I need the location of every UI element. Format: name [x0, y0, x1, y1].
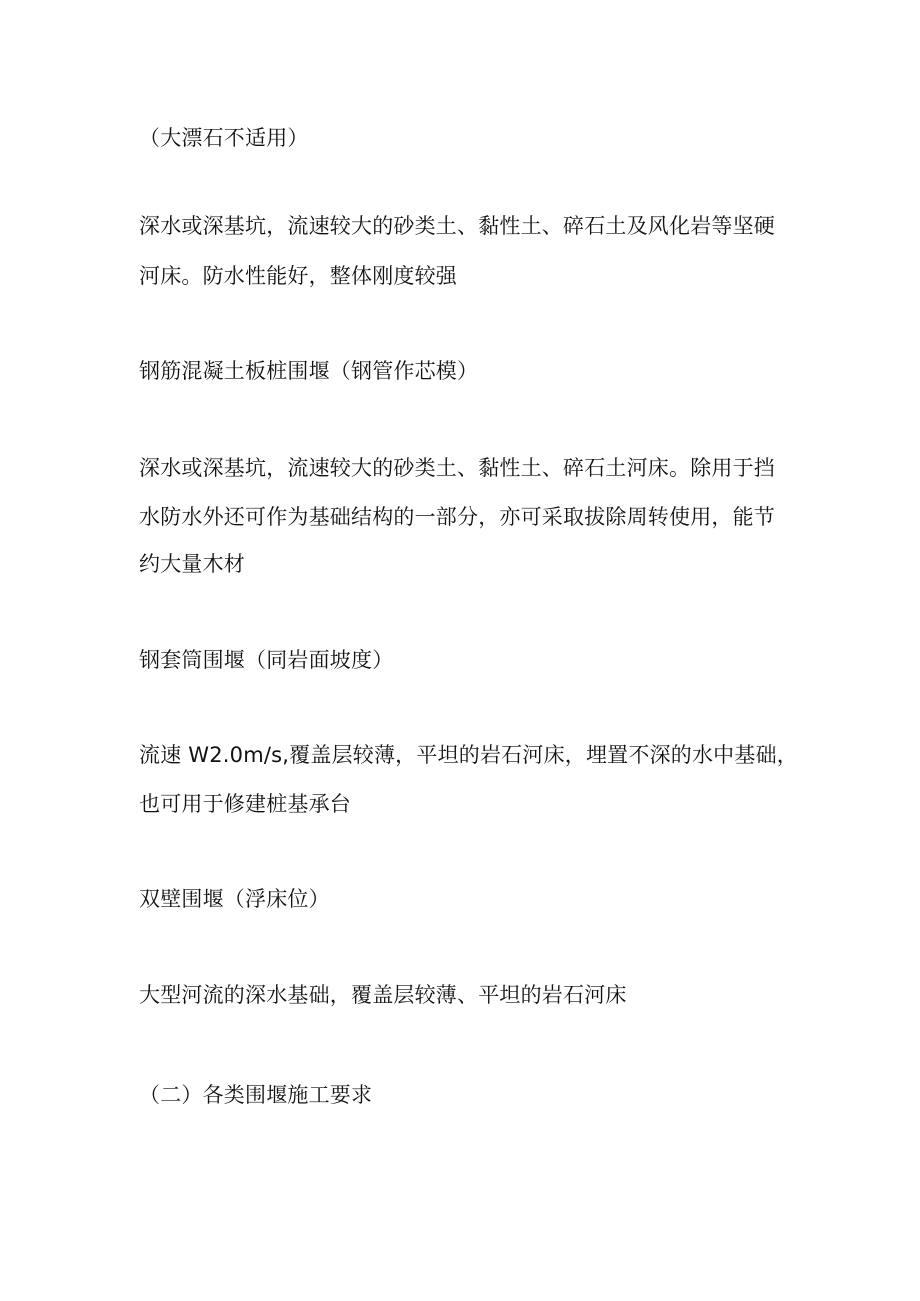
item-title-rc-sheet-pile-cofferdam: 钢筋混凝土板桩围堰（钢管作芯模）: [139, 359, 479, 383]
paragraph-line-7: 也可用于修建桩基承台: [139, 792, 351, 816]
item-title-steel-casing-cofferdam: 钢套筒围堰（同岩面坡度）: [139, 648, 394, 672]
paragraph-line-5: 约大量木材: [139, 552, 245, 576]
paragraph-line-4: 水防水外还可作为基础结构的一部分，亦可采取拔除周转使用，能节: [139, 505, 775, 529]
paragraph-line-8: 大型河流的深水基础，覆盖层较薄、平坦的岩石河床: [139, 983, 627, 1007]
paragraph-line-1: 深水或深基坑，流速较大的砂类土、黏性土、碎石土及风化岩等坚硬: [139, 214, 775, 238]
paragraph-note-boulder: （大漂石不适用）: [139, 126, 309, 150]
item-title-double-wall-cofferdam: 双壁围堰（浮床位）: [139, 887, 330, 911]
paragraph-line-2: 河床。防水性能好，整体刚度较强: [139, 264, 457, 288]
paragraph-line-6: 流速 W2.0m∕s,覆盖层较薄，平坦的岩石河床，埋置不深的水中基础，: [139, 743, 798, 767]
section-heading-construction-requirements: （二）各类围堰施工要求: [139, 1083, 373, 1107]
paragraph-line-3: 深水或深基坑，流速较大的砂类土、黏性土、碎石土河床。除用于挡: [139, 456, 775, 480]
